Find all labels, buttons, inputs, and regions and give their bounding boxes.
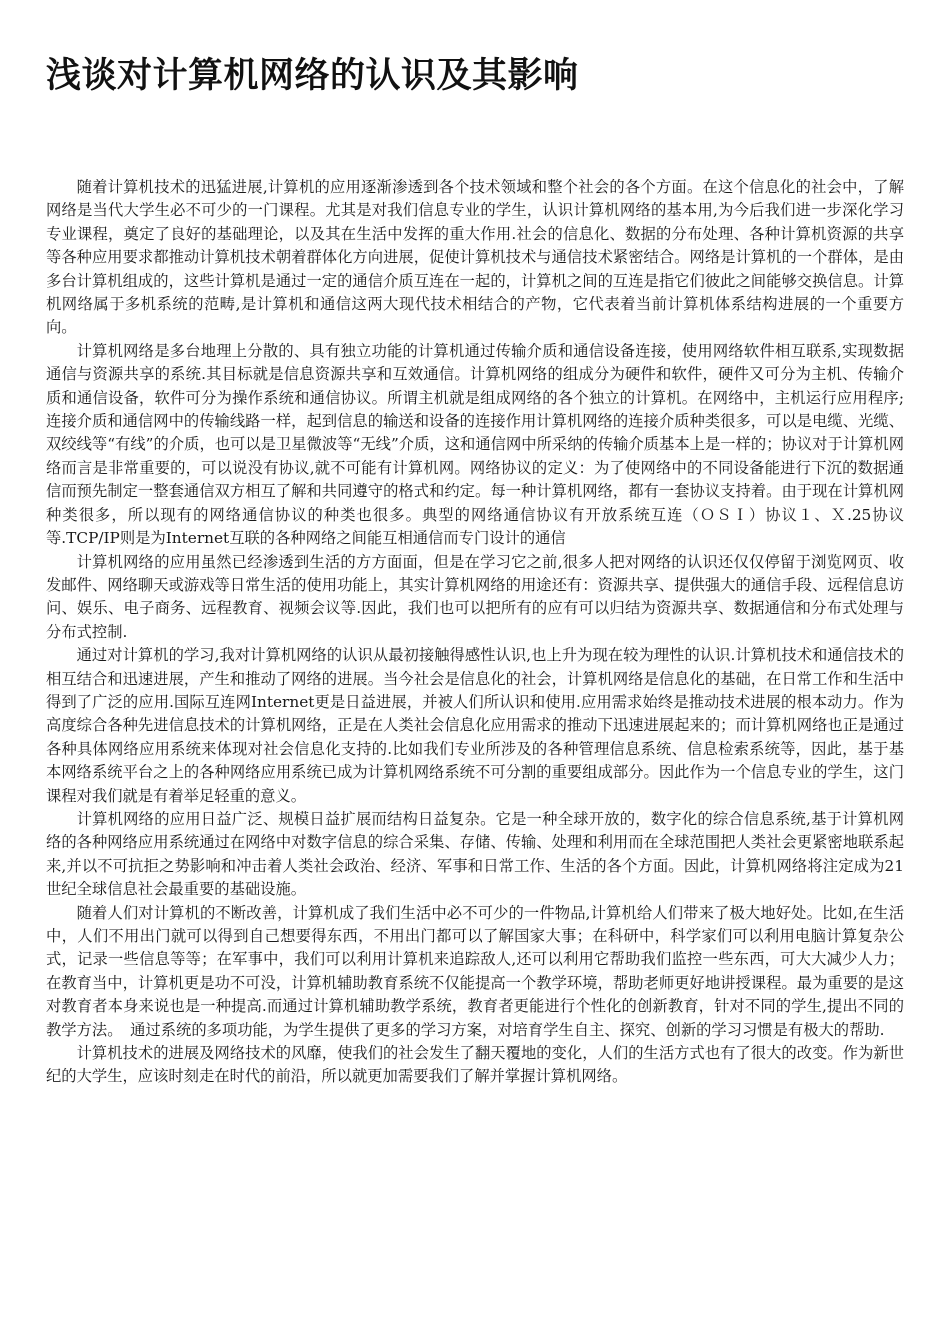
- document-body: [46, 176, 904, 1089]
- body-paragraph: 计算机网络的应用日益广泛、规模日益扩展而结构日益复杂。它是一种全球开放的，数字化的综合信息系统,基于计算机网络的各种网络应用系统通过在网络中对数字信息的综合采集、存储、传输、处理和利用而在全球范围把人类社会更紧密地联系起来,并以不可抗拒之势影响和冲击着人类社会政治、经济、军事和日常工作、生活的各个方面。因此，计算机网络将注定成为21世纪全球信息社会最重要的基础设施。: [46, 809, 904, 899]
- body-paragraph: 随着人们对计算机的不断改善，计算机成了我们生活中必不可少的一件物品,计算机给人们带来了极大地好处。比如,在生活中，人们不用出门就可以得到自己想要得东西，不用出门都可以了解国家大事；在科研中，科学家们可以利用电脑计算复杂公式，记录一些信息等等；在军事中，我们可以利用计算机来追踪敌人,还可以利用它帮助我们监控一些东西，可大大减少人力；在教育当中，计算机更是功不可没，计算机辅助教育系统不仅能提高一个教学环境，帮助老师更好地讲授课程。最为重要的是这对教育者本身来说也是一种提高.而通过计算机辅助教学系统，教育者更能进行个性化的创新教育，针对不同的学生,提出不同的教学方法。 通过系统的多项功能，为学生提供了更多的学习方案，对培育学生自主、探究、创新的学习习惯是有极大的帮助.: [46, 903, 904, 1039]
- body-paragraph: 计算机网络的应用虽然已经渗透到生活的方方面面，但是在学习它之前,很多人把对网络的认识还仅仅停留于浏览网页、收发邮件、网络聊天或游戏等日常生活的使用功能上，其实计算机网络的用途还有：资源共享、提供强大的通信手段、远程信息访问、娱乐、电子商务、远程教育、视频会议等.因此，我们也可以把所有的应有可以归结为资源共享、数据通信和分布式处理与分布式控制.: [46, 552, 904, 641]
- body-paragraph: 通过对计算机的学习,我对计算机网络的认识从最初接触得感性认识,也上升为现在较为理性的认识.计算机技术和通信技术的相互结合和迅速进展，产生和推动了网络的进展。当今社会是信息化的社会，计算机网络是信息化的基础，在日常工作和生活中得到了广泛的应用.国际互连网Internet更是日益进展，并被人们所认识和使用.应用需求始终是推动技术进展的根本动力。作为高度综合各种先进信息技术的计算机网络，正是在人类社会信息化应用需求的推动下迅速进展起来的；而计算机网络也正是通过各种具体网络应用系统来体现对社会信息化支持的.比如我们专业所涉及的各种管理信息系统、信息检索系统等，因此，基于基本网络系统平台之上的各种网络应用系统已成为计算机网络系统不可分割的重要组成部分。因此作为一个信息专业的学生，这门课程对我们就是有着举足轻重的意义。: [46, 646, 904, 805]
- document-title: 浅谈对计算机网络的认识及其影响: [46, 56, 579, 96]
- body-paragraph: 计算机技术的进展及网络技术的风靡，使我们的社会发生了翻天覆地的变化，人们的生活方式也有了很大的改变。作为新世纪的大学生，应该时刻走在时代的前沿，所以就更加需要我们了解并掌握计算机网络。: [46, 1044, 904, 1086]
- body-paragraph: 随着计算机技术的迅猛进展,计算机的应用逐渐渗透到各个技术领域和整个社会的各个方面。在这个信息化的社会中，了解网络是当代大学生必不可少的一门课程。尤其是对我们信息专业的学生，认识计算机网络的基本用,为今后我们进一步深化学习专业课程，奠定了良好的基础理论，以及其在生活中发挥的重大作用.社会的信息化、数据的分布处理、各种计算机资源的共享等各种应用要求都推动计算机技术朝着群体化方向进展，促使计算机技术与通信技术紧密结合。网络是计算机的一个群体，是由多台计算机组成的，这些计算机是通过一定的通信介质互连在一起的，计算机之间的互连是指它们彼此之间能够交换信息。计算机网络属于多机系统的范畴,是计算机和通信这两大现代技术相结合的产物，它代表着当前计算机体系结构进展的一个重要方向。: [46, 178, 904, 337]
- body-paragraph: 计算机网络是多台地理上分散的、具有独立功能的计算机通过传输介质和通信设备连接，使用网络软件相互联系,实现数据通信与资源共享的系统.其目标就是信息资源共享和互效通信。计算机网络的组成分为硬件和软件，硬件又可分为主机、传输介质和通信设备，软件可分为操作系统和通信协议。所谓主机就是组成网络的各个独立的计算机。在网络中，主机运行应用程序;连接介质和通信网中的传输线路一样，起到信息的输送和设备的连接作用计算机网络的连接介质种类很多，可以是电缆、光缆、双绞线等“有线”的介质，也可以是卫星微波等“无线”介质，这和通信网中所采纳的传输介质基本上是一样的；协议对于计算机网络而言是非常重要的，可以说没有协议,就不可能有计算机网。网络协议的定义：为了使网络中的不同设备能进行下沉的数据通信而预先制定一整套通信双方相互了解和共同遵守的格式和约定。每一种计算机网络，都有一套协议支持着。由于现在计算机网种类很多，所以现有的网络通信协议的种类也很多。典型的网络通信协议有开放系统互连（ＯＳＩ）协议１、Ｘ.25协议等.TCP/IP则是为Internet互联的各种网络之间能互相通信而专门设计的通信: [46, 341, 904, 548]
